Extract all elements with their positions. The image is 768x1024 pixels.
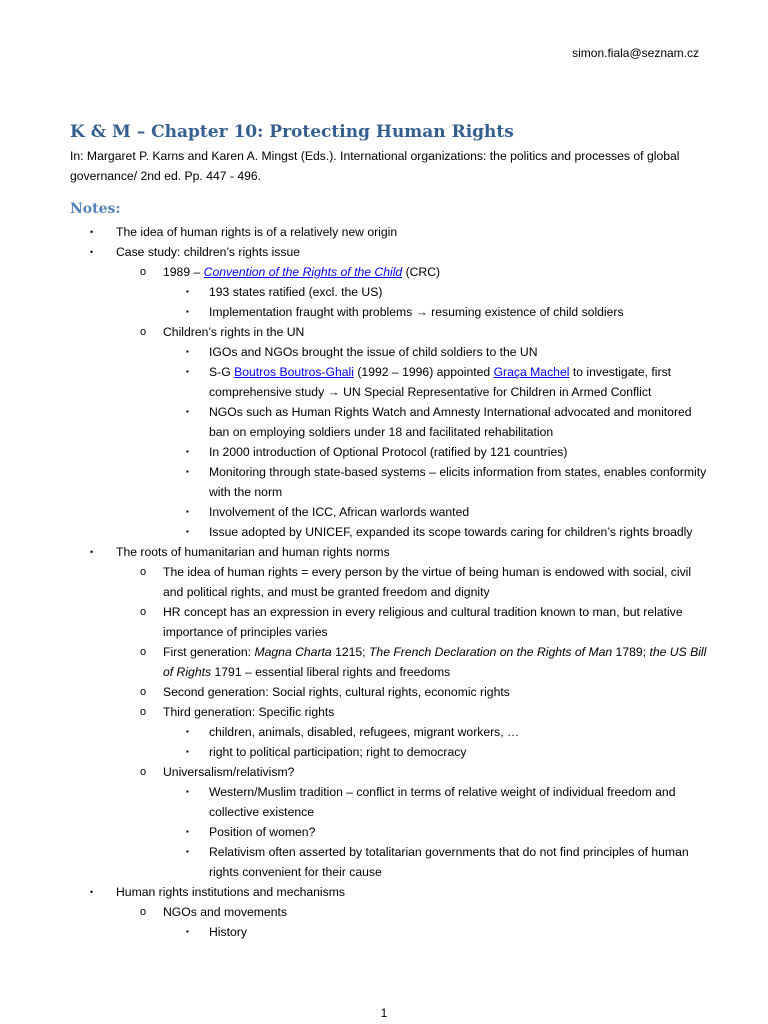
boutros-ghali-link[interactable]: Boutros Boutros-Ghali	[234, 365, 354, 379]
page-number: 1	[380, 1006, 388, 1020]
list-item-text: Implementation fraught with problems → resuming existence of child soldiers	[209, 305, 624, 319]
list-item-text: The idea of human rights is of a relatively new origin	[116, 225, 398, 239]
bullet-square: ▪	[186, 307, 189, 316]
list-item-text: Universalism/relativism?	[163, 765, 295, 779]
bullet-square: ▪	[186, 747, 189, 756]
list-item-text: Western/Muslim tradition – conflict in terms of relative weight of individual freedom and collective existence	[209, 785, 676, 819]
list-item-text: IGOs and NGOs brought the issue of child soldiers to the UN	[209, 345, 538, 359]
list-item	[0, 782, 768, 822]
bullet-disc: •	[90, 887, 94, 897]
list-item-text: Case study: children’s rights issue	[116, 245, 301, 259]
bullet-square: ▪	[186, 787, 189, 796]
bullet-square: ▪	[186, 367, 189, 376]
list-item-text: First generation: Magna Charta 1215; The French Declaration on the Rights of Man 1789; the US Bill of Rights 1791 – essential liberal rights and freedoms	[163, 645, 707, 679]
bullet-square: ▪	[186, 927, 189, 936]
list-item-text: children, animals, disabled, refugees, migrant workers, …	[209, 725, 520, 739]
bullet-circle: o	[140, 266, 147, 278]
bullet-square: ▪	[186, 827, 189, 836]
list-item-text: Involvement of the ICC, African warlords wanted	[209, 505, 470, 519]
list-item-text: The idea of human rights = every person by the virtue of being human is endowed with social, civil and political rights, and must be granted freedom and dignity	[163, 565, 692, 599]
bullet-disc: •	[90, 227, 94, 237]
list-item	[0, 462, 768, 502]
list-item	[0, 642, 768, 682]
list-item-text: Second generation: Social rights, cultural rights, economic rights	[163, 685, 510, 699]
bullet-square: ▪	[186, 287, 189, 296]
notes-list	[0, 222, 768, 942]
list-item	[0, 342, 768, 362]
list-item	[0, 502, 768, 522]
list-item	[0, 522, 768, 542]
list-item	[0, 842, 768, 882]
list-item-text: Relativism often asserted by totalitarian governments that do not find principles of human rights convenient for their cause	[209, 845, 689, 879]
bullet-disc: •	[90, 547, 94, 557]
list-item	[0, 922, 768, 942]
bullet-square: ▪	[186, 347, 189, 356]
list-item	[0, 742, 768, 762]
list-item	[0, 722, 768, 742]
list-item-text: Position of women?	[209, 825, 316, 839]
bullet-circle: o	[140, 646, 147, 658]
bullet-square: ▪	[186, 507, 189, 516]
list-item	[0, 442, 768, 462]
list-item	[0, 322, 768, 342]
bullet-circle: o	[140, 906, 147, 918]
bullet-square: ▪	[186, 727, 189, 736]
graca-machel-link[interactable]: Graça Machel	[493, 365, 570, 379]
bullet-circle: o	[140, 606, 147, 618]
list-item-text: Human rights institutions and mechanisms	[116, 885, 345, 899]
list-item-text: In 2000 introduction of Optional Protocol (ratified by 121 countries)	[209, 445, 568, 459]
bullet-square: ▪	[186, 847, 189, 856]
list-item	[0, 222, 768, 242]
list-item	[0, 562, 768, 602]
list-item	[0, 262, 768, 282]
list-item	[0, 902, 768, 922]
list-item-text: History	[209, 925, 247, 939]
notes-heading: Notes:	[70, 201, 121, 217]
list-item-text: HR concept has an expression in every religious and cultural tradition known to man, but relative importance of principles varies	[163, 605, 683, 639]
list-item-text: S-G Boutros Boutros-Ghali (1992 – 1996) appointed Graça Machel to investigate, first comprehensive study → UN Special Representative for Children in Armed Conflict	[209, 365, 672, 399]
list-item-text: Issue adopted by UNICEF, expanded its scope towards caring for children’s rights broadly	[209, 525, 693, 539]
author-email: simon.fiala@seznam.cz	[572, 46, 699, 60]
list-item	[0, 542, 768, 562]
list-item-text: 193 states ratified (excl. the US)	[209, 285, 383, 299]
list-item-text: The roots of humanitarian and human rights norms	[116, 545, 390, 559]
list-item	[0, 822, 768, 842]
bullet-square: ▪	[186, 467, 189, 476]
list-item	[0, 242, 768, 262]
list-item	[0, 602, 768, 642]
source-citation: In: Margaret P. Karns and Karen A. Mingst (Eds.). International organizations: the politics and processes of global governance/ 2nd ed. Pp. 447 - 496.	[70, 149, 680, 183]
list-item-text: NGOs and movements	[163, 905, 287, 919]
bullet-circle: o	[140, 686, 147, 698]
bullet-circle: o	[140, 766, 147, 778]
list-item-text: 1989 – Convention of the Rights of the Child (CRC)	[163, 265, 441, 279]
list-item-text: Third generation: Specific rights	[163, 705, 335, 719]
list-item	[0, 882, 768, 902]
list-item	[0, 282, 768, 302]
page-title: K & M – Chapter 10: Protecting Human Rights	[70, 122, 514, 142]
list-item	[0, 402, 768, 442]
bullet-circle: o	[140, 566, 147, 578]
crc-link[interactable]: Convention of the Rights of the Child	[203, 265, 403, 279]
list-item-text: right to political participation; right to democracy	[209, 745, 467, 759]
list-item	[0, 762, 768, 782]
list-item	[0, 302, 768, 322]
bullet-circle: o	[140, 706, 147, 718]
bullet-circle: o	[140, 326, 147, 338]
bullet-square: ▪	[186, 447, 189, 456]
list-item	[0, 702, 768, 722]
list-item-text: NGOs such as Human Rights Watch and Amnesty International advocated and monitored ban on employing soldiers under 18 and facilitated rehabilitation	[209, 405, 692, 439]
list-item	[0, 362, 768, 402]
list-item	[0, 682, 768, 702]
list-item-text: Monitoring through state-based systems – elicits information from states, enables conformity with the norm	[209, 465, 707, 499]
bullet-square: ▪	[186, 527, 189, 536]
list-item-text: Children’s rights in the UN	[163, 325, 305, 339]
bullet-disc: •	[90, 247, 94, 257]
bullet-square: ▪	[186, 407, 189, 416]
